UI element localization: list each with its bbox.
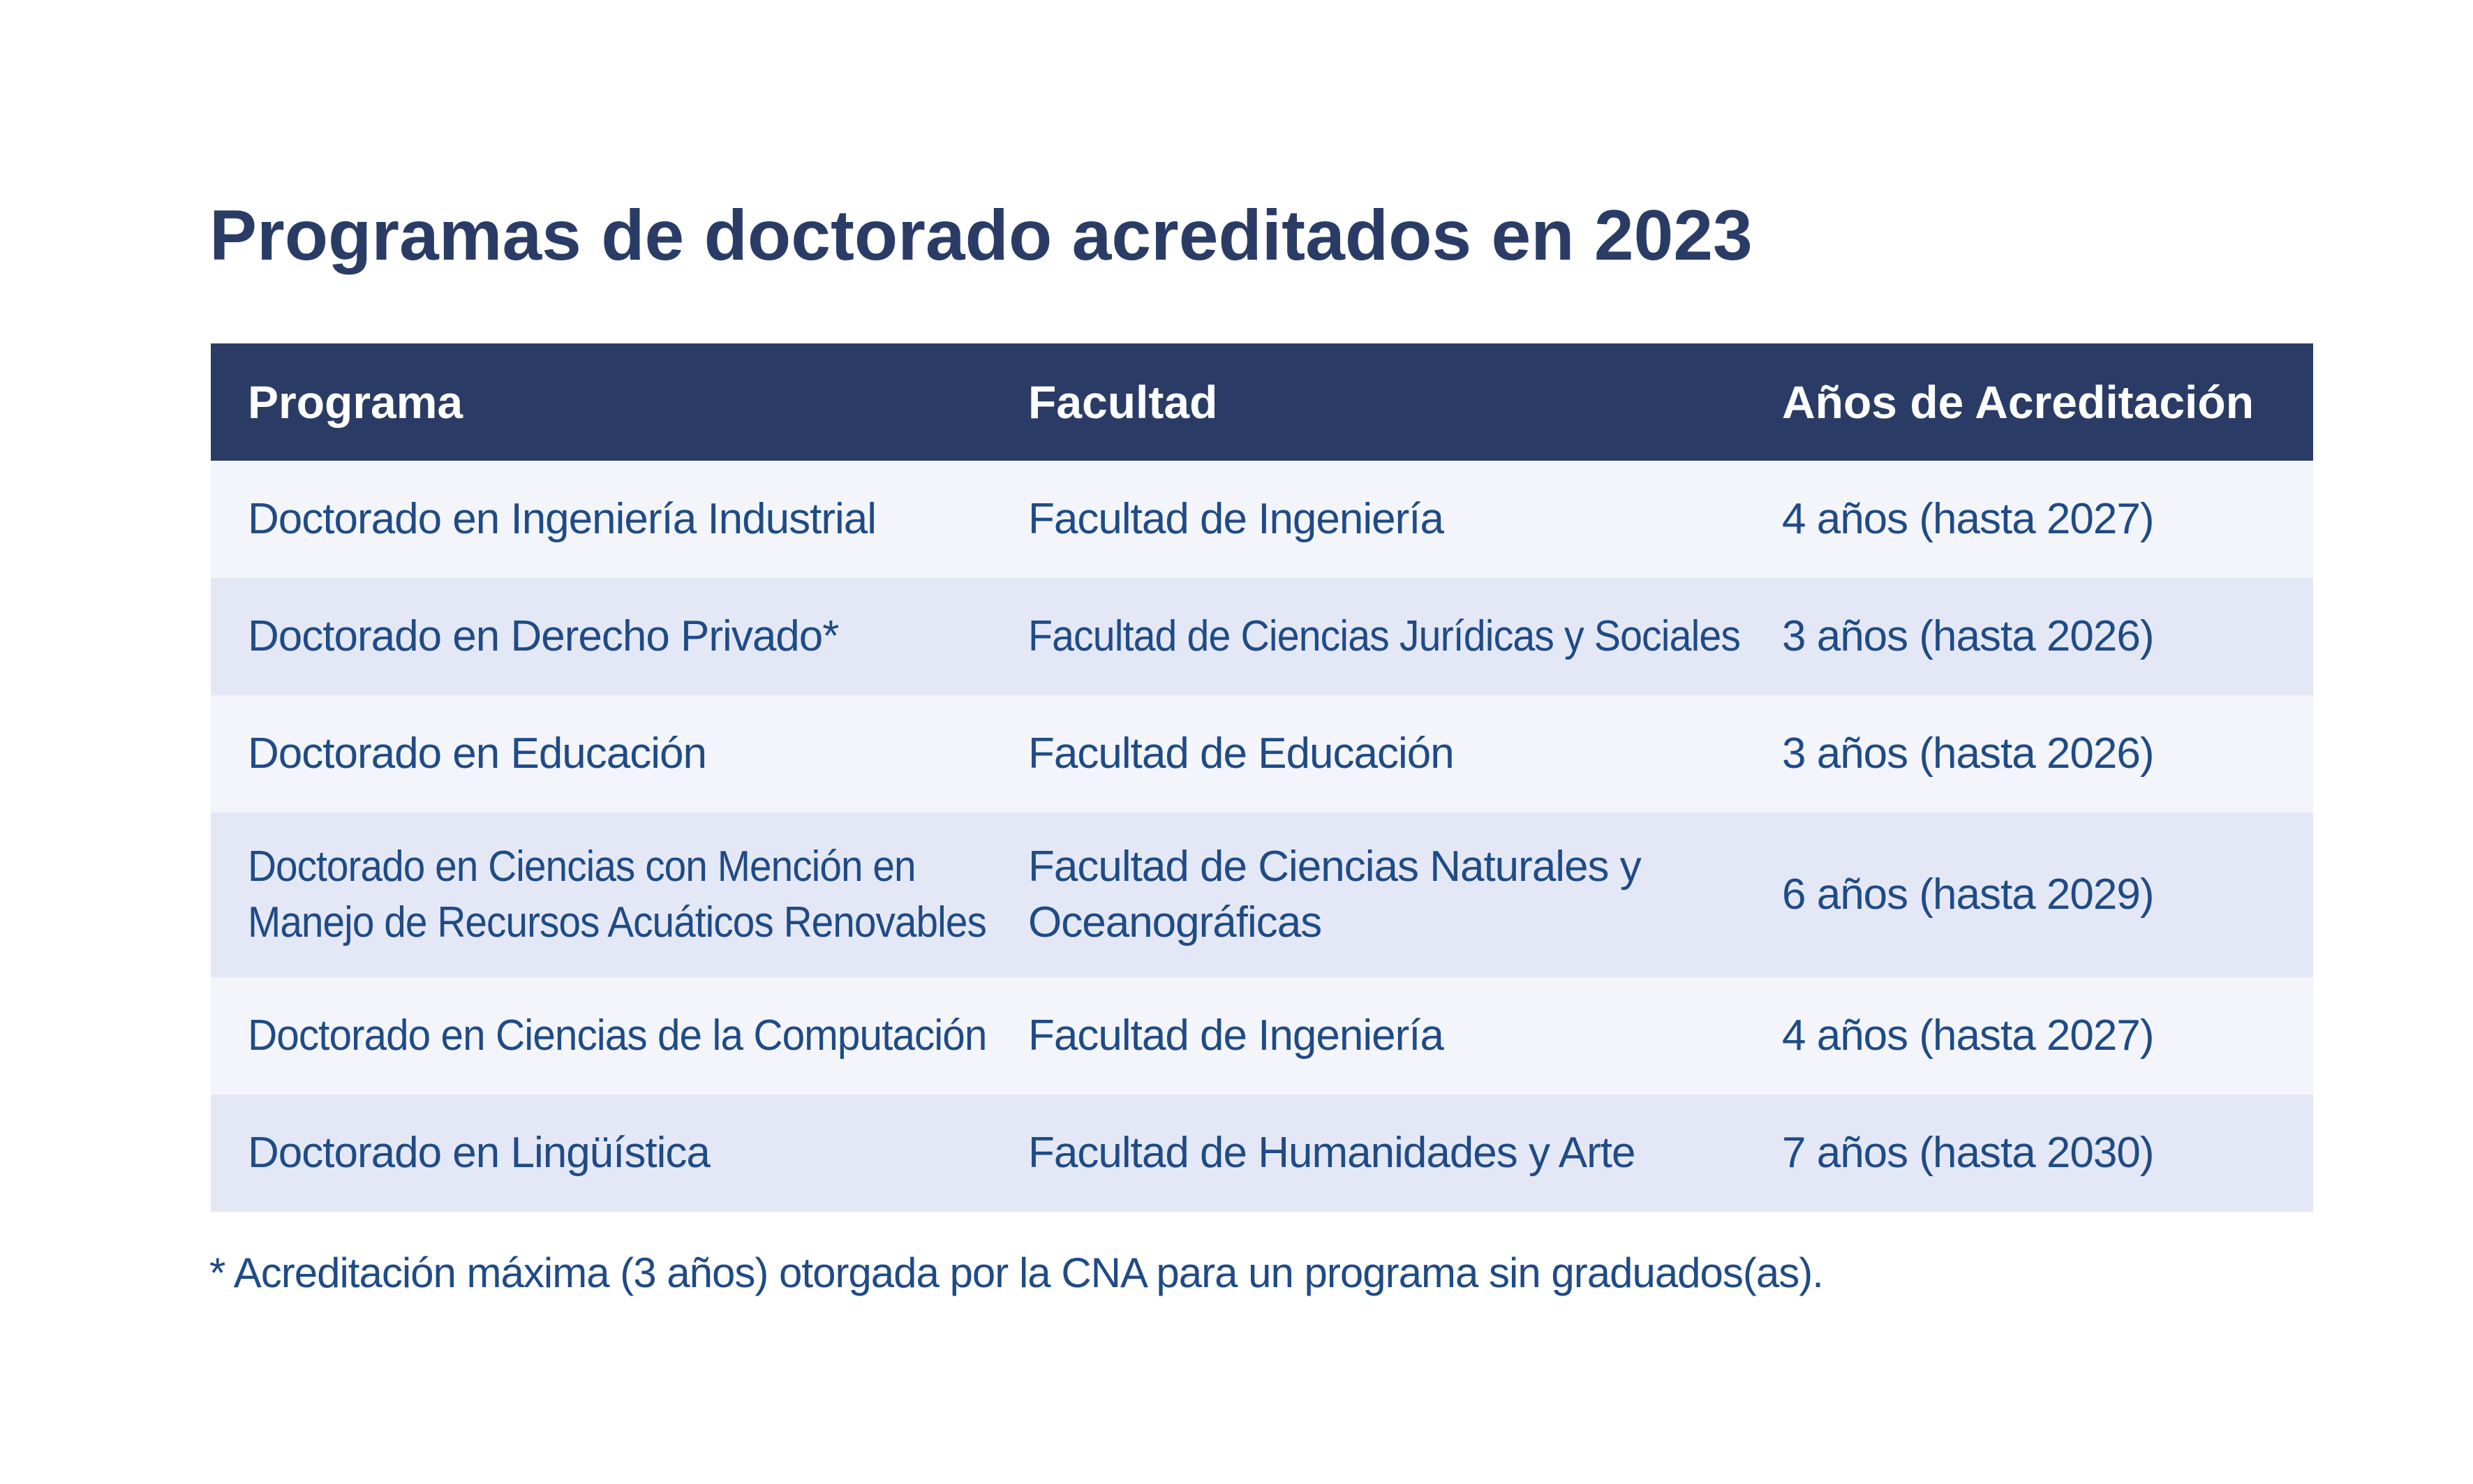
- cell-programa: [211, 609, 991, 665]
- cell-facultad: [991, 491, 1745, 547]
- table-row: [211, 461, 2313, 578]
- cell-facultad-line: Facultad de Humanidades y Arte: [1028, 1129, 1635, 1177]
- cell-programa: [211, 491, 991, 547]
- cell-facultad: [991, 609, 1745, 665]
- cell-programa-line: Doctorado en Derecho Privado*: [248, 612, 839, 660]
- table-row: [211, 578, 2313, 695]
- cell-programa-line: Manejo de Recursos Acuáticos Renovables: [248, 898, 986, 947]
- accreditation-table: [211, 343, 2313, 1212]
- cell-facultad-line: Facultad de Ciencias Jurídicas y Sociales: [1028, 612, 1741, 660]
- cell-programa-line: Doctorado en Ingeniería Industrial: [248, 495, 877, 543]
- cell-anos: 4 años (hasta 2027): [1782, 1011, 2154, 1060]
- cell-anos: 6 años (hasta 2029): [1782, 870, 2154, 919]
- cell-facultad-line: Facultad de Ciencias Naturales y: [1028, 843, 1641, 891]
- table-row: [211, 1095, 2313, 1212]
- cell-programa-line: Doctorado en Ciencias de la Computación: [248, 1011, 987, 1060]
- footnote: * Acreditación máxima (3 años) otorgada por la CNA para un programa sin graduados(as).: [209, 1249, 1823, 1296]
- cell-facultad: [991, 726, 1745, 782]
- cell-programa-line: Doctorado en Ciencias con Mención en: [248, 843, 916, 891]
- cell-facultad: [991, 1125, 1745, 1181]
- cell-programa-line: Doctorado en Lingüística: [248, 1129, 710, 1177]
- cell-anos: 4 años (hasta 2027): [1782, 495, 2154, 543]
- cell-programa-line: Doctorado en Educación: [248, 729, 707, 778]
- cell-anos: 3 años (hasta 2026): [1782, 612, 2154, 660]
- header-programa: Programa: [248, 376, 463, 428]
- cell-facultad-line: Facultad de Educación: [1028, 729, 1454, 778]
- cell-programa: [211, 1125, 991, 1181]
- cell-facultad-line: Facultad de Ingeniería: [1028, 495, 1443, 543]
- cell-facultad: [991, 839, 1745, 951]
- page-title: Programas de doctorado acreditados en 2023: [209, 195, 1753, 275]
- cell-facultad: [991, 1008, 1745, 1064]
- cell-anos: 7 años (hasta 2030): [1782, 1129, 2154, 1177]
- cell-facultad-line: Facultad de Ingeniería: [1028, 1011, 1443, 1060]
- cell-facultad-line: Oceanográficas: [1028, 898, 1322, 947]
- cell-programa: [211, 726, 991, 782]
- table-row: [211, 813, 2313, 977]
- cell-programa: [211, 839, 991, 951]
- cell-programa: [211, 1008, 991, 1064]
- cell-anos: 3 años (hasta 2026): [1782, 729, 2154, 778]
- table-header-row: [211, 343, 2313, 461]
- header-facultad: Facultad: [1028, 376, 1218, 428]
- table-row: [211, 695, 2313, 813]
- table-row: [211, 977, 2313, 1095]
- header-anos-acreditacion: Años de Acreditación: [1782, 376, 2255, 428]
